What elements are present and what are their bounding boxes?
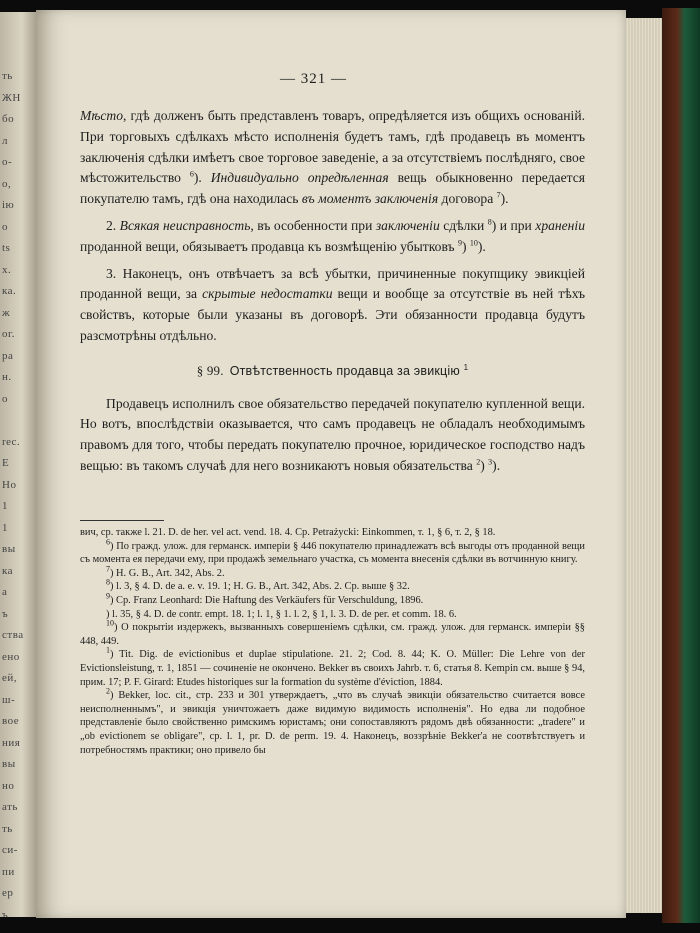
footnotes (80, 526, 585, 757)
left-page-fragment: ъ (2, 908, 9, 917)
emphasis: Всякая неисправность (119, 217, 251, 233)
footnote-ref: 7 (496, 190, 501, 200)
left-page-fragment: о- (2, 156, 13, 168)
footnote-text: ) По гражд. улож. для германск. имперіи § 446 покупателю принадлежатъ всѣ выгоды отъ проданной вещи съ момента ея передачи ему, при продажѣ земельнаго участка, съ момента внесенія сдѣлки въ вотчинную книгу. (80, 540, 585, 566)
left-page-fragment: ния (2, 736, 21, 749)
paragraph-eviction-liability (80, 264, 585, 347)
footnote-text: ) Ср. Franz Leonhard: Die Haftung des Verkäufers für Verschuldung, 1896. (110, 594, 424, 606)
left-page-fragment: но (2, 779, 15, 792)
left-page-fragment: ть (2, 822, 13, 835)
left-page-fragment: л (2, 134, 8, 147)
footnote (80, 591, 585, 608)
text: ). (477, 238, 486, 254)
text: 2. (106, 217, 120, 233)
left-page-fragment: о, (2, 177, 12, 190)
footnote-ref: 8 (487, 217, 492, 227)
page-number: — 321 — (280, 71, 347, 87)
footnote-number: 6 (106, 537, 110, 547)
left-page-fragment: ства (2, 629, 24, 641)
main-text (80, 106, 585, 477)
footnote-ref: 1 (463, 362, 469, 372)
left-page-fragment: ер (2, 887, 14, 899)
footnote (80, 686, 585, 757)
left-page-fragment: о (2, 392, 8, 405)
left-page-fragment: a (2, 586, 8, 598)
left-page-fragment: ts (2, 242, 11, 254)
left-page-fragment: ать (2, 801, 18, 813)
footnote-number: 7 (106, 564, 110, 574)
left-page-fragment: ей, (2, 672, 18, 684)
left-page-fragment: ЖН (2, 91, 21, 104)
footnote-ref: 10 (469, 238, 478, 248)
left-page-fragment: ію (2, 199, 15, 211)
footnote-number: 1 (106, 645, 110, 655)
left-page-fragment: 1 (2, 521, 8, 534)
footnote (80, 537, 585, 567)
footnote-number: 2 (106, 686, 110, 696)
footnote-divider (80, 520, 164, 521)
left-page-fragment: ть (2, 70, 13, 82)
left-page-fragment: бо (2, 113, 15, 125)
footnote-text: ) l. 35, § 4. D. de contr. empt. 18. 1; l. 1, § 1. l. 2, § 1, l. 3. D. de per. et comm. 18. 6. (106, 608, 457, 620)
text: вещи и вообще за отсутствіе въ ней тѣхъ свойствъ, которые были указаны въ договорѣ. Эти обязанности продавца будутъ разсмотрѣны отдѣльно. (80, 286, 586, 343)
text: ). (492, 457, 501, 473)
left-page-fragment: вы (2, 543, 16, 555)
left-page-fragment: пи (2, 865, 15, 878)
footnote-continued: вич, ср. также l. 21. D. de her. vel act. vend. 18. 4. Ср. Petrażycki: Einkommen, т. 1, § 6, т. 2, § 18. (80, 527, 496, 538)
footnote-text: ) Bekker, loc. cit., стр. 233 и 301 утверждаетъ, „что въ случаѣ эвикціи обязательство считается вовсе неисполненнымъ", и эвикція уничтожаетъ даже видимую видимость исполненія". Но едва ли подобное представленіе было свойственно римскимъ юристамъ; они сопоставляютъ рядомъ двѣ обязанности: „tradere" и „ob evictionem se obligare", ср. l. 1, pr. D. de perm. 19. 4. Наконецъ, воззрѣніе Bekker'а не соотвѣтствуетъ и потребностямъ практики; оно привело бы (80, 690, 585, 756)
left-page-fragment: ж (2, 306, 11, 319)
text: договора (438, 191, 497, 207)
emphasis: въ моментъ заключенія (301, 191, 439, 207)
text: ) и при (491, 217, 536, 233)
left-page-fragment: rec. (2, 435, 21, 448)
left-page-fragment: Но (2, 478, 17, 491)
paragraph-non-performance (80, 216, 585, 258)
footnote-ref: 9 (457, 238, 462, 248)
footnote (80, 645, 585, 689)
text: Продавецъ исполнилъ свое обязательство передачей покупателю купленной вещи. Но вотъ, впослѣдствіи оказывается, что самъ продавецъ не обладалъ необходимымъ правомъ для того, чтобы передать покупателю прочное, юридическое господство надъ вещью: въ такомъ случаѣ для него возникаютъ новыя обязательства (80, 395, 585, 473)
footnote-number: 9 (106, 591, 110, 601)
left-page-fragment: ра (2, 349, 14, 362)
text: проданной вещи, обязываетъ продавца къ возмѣщенію убытковъ (80, 238, 458, 254)
emphasis: Индивидуально опредѣленная (210, 170, 389, 186)
left-page-fragment: вое (2, 715, 20, 727)
footnote-text: ) Tit. Dig. de evictionibus et duplae stipulatione. 21. 2; Cod. 8. 44; K. O. Müller: Die Lehre von der Evictionsleistung, т. 1, 1851 — сочиненіе не оконченo. Bekker въ своихъ Jahrb. т. 6, статья 8. Kempin см. выше § 94, прим. 17; P. F. Girard: Etudes historiques sur la formation du système d'éviction, 1884. (80, 649, 585, 688)
left-page-edge (0, 12, 36, 917)
left-page-fragment: ш- (2, 693, 16, 706)
left-page-fragment: си- (2, 844, 18, 856)
footnote-number: 10 (106, 618, 114, 628)
left-page-fragment: ог. (2, 328, 16, 340)
text: , гдѣ долженъ быть представленъ товаръ, опредѣляется изъ общихъ основаній. При торговыхъ сдѣлкахъ мѣсто исполненія будетъ тамъ, гдѣ продавецъ въ моментъ заключенія сдѣлки имѣетъ свое торговое заведеніе, а за отсутствіемъ послѣдняго, свое мѣстожительство (80, 108, 585, 186)
footnote (80, 618, 585, 648)
emphasis: храненіи (535, 217, 586, 233)
footnote-text: ) l. 3, § 4. D. de a. e. v. 19. 1; H. G. B., Art. 342, Abs. 2. Ср. выше § 32. (110, 581, 410, 593)
text: ) (480, 457, 489, 473)
footnote-text: ) О покрытіи издержекъ, вызванныхъ совершеніемъ сдѣлки, см. гражд. улож. для германск. имперіи §§ 448, 449. (80, 622, 585, 647)
left-page-fragment: о (2, 220, 8, 233)
footnote (80, 608, 585, 622)
text: , въ особенности при (250, 217, 376, 233)
left-page-fragment: н. (2, 371, 12, 383)
paragraph-place-of-delivery (80, 106, 585, 210)
left-page-fragment: ено (2, 650, 20, 663)
footnote-number: 8 (106, 577, 110, 587)
footnote-ref: 2 (476, 457, 481, 467)
emphasis: заключеніи (375, 217, 440, 233)
footnote-ref: 3 (488, 457, 493, 467)
text: сдѣлки (439, 217, 488, 233)
footnote (80, 577, 585, 594)
left-page-fragment: ка (2, 564, 14, 577)
left-page-fragment: ъ (2, 607, 9, 620)
text: ). (193, 170, 211, 186)
footnote-ref: 6 (189, 169, 194, 179)
footnote-text: ) H. G. B., Art. 342, Abs. 2. (110, 567, 225, 579)
emphasis: Мѣсто (80, 108, 124, 123)
book-cover-edge (662, 8, 700, 923)
text: ) (461, 238, 470, 254)
left-page-fragment: 1 (2, 500, 8, 512)
text: вещь обыкновенно передается покупателю тамъ, гдѣ она находилась (80, 170, 586, 207)
left-page-fragment: E (2, 457, 10, 469)
section-title: Отвѣтственность продавца за эвикцію (229, 363, 464, 378)
emphasis: скрытые недостатки (202, 286, 333, 302)
left-page-fragment: вы (2, 758, 16, 770)
left-page-fragment: х. (2, 263, 12, 276)
text: 3. Наконецъ, онъ отвѣчаетъ за всѣ убытки, причиненные покупщику эвикціей проданной вещи, за (80, 265, 585, 302)
left-page-fragment: ка. (2, 285, 17, 297)
paragraph-seller-obligation (80, 394, 585, 477)
book-page (36, 10, 626, 918)
text: ). (500, 191, 509, 207)
section-number: § 99. (196, 362, 224, 378)
section-heading (80, 361, 585, 382)
footnote (80, 564, 585, 581)
page-edges (626, 18, 662, 913)
